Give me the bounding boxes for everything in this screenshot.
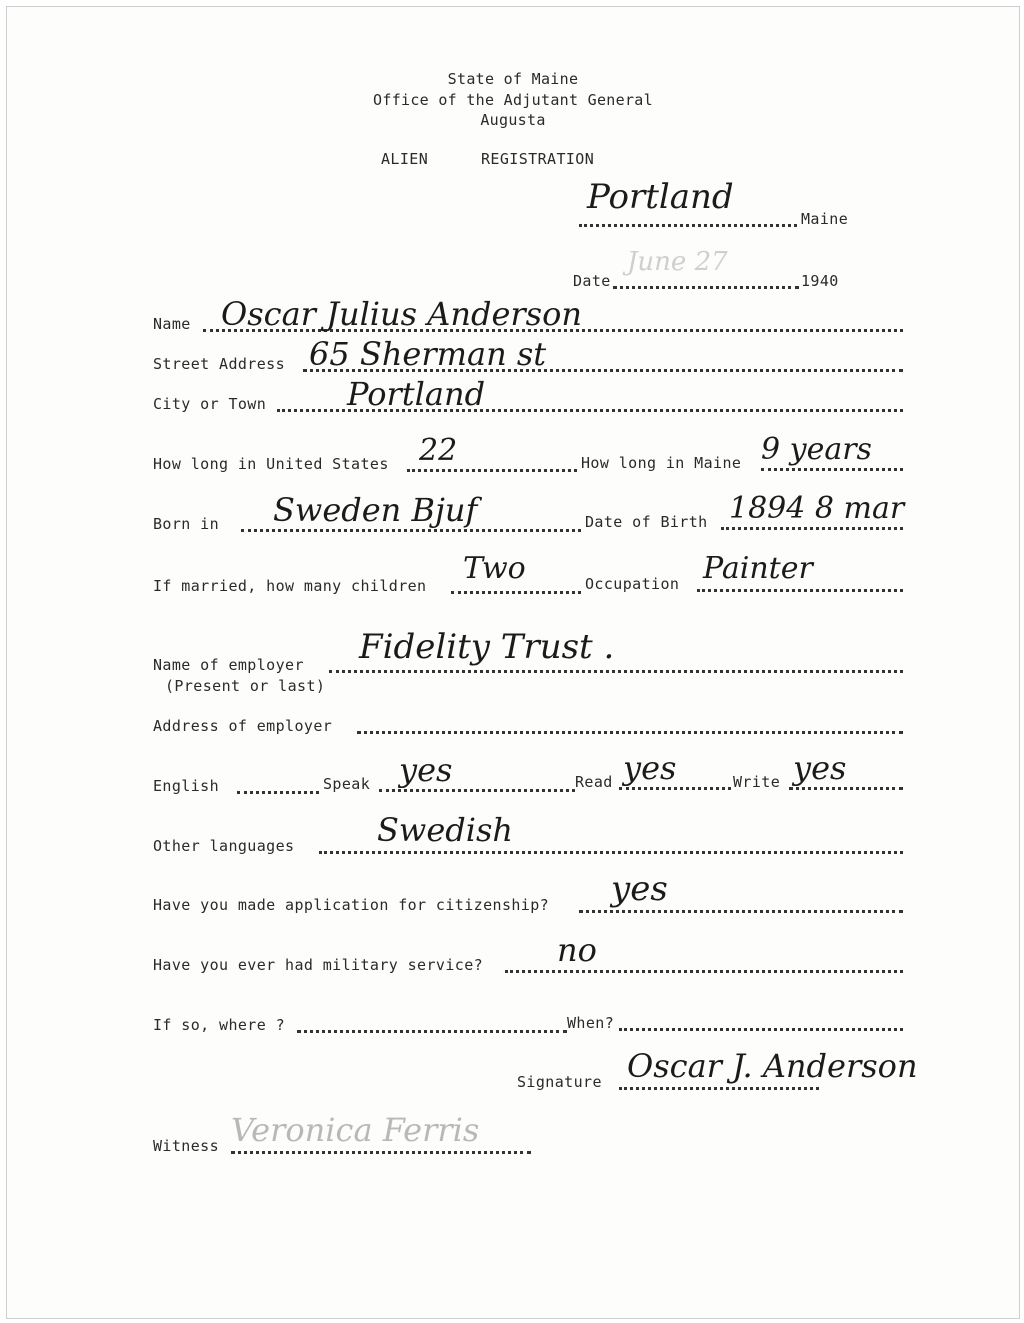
place-handwritten: Portland <box>587 177 734 217</box>
speak-value: yes <box>399 751 453 789</box>
witness-value: Veronica Ferris <box>231 1111 480 1149</box>
employer-value: Fidelity Trust . <box>359 627 615 667</box>
name-label: Name <box>153 315 191 333</box>
children-label: If married, how many children <box>153 577 427 595</box>
date-year: 1940 <box>801 272 839 290</box>
occupation-value: Painter <box>703 551 813 586</box>
us-duration-dotted-line <box>407 469 577 472</box>
city-label: City or Town <box>153 395 267 413</box>
military-dotted-line <box>505 970 903 973</box>
employer-dotted-line <box>329 670 903 673</box>
signature-dotted-line <box>619 1087 819 1090</box>
us-duration-label: How long in United States <box>153 455 389 473</box>
header-state: State of Maine <box>447 70 579 88</box>
employer-sublabel: (Present or last) <box>165 677 326 695</box>
date-label: Date <box>573 272 611 290</box>
write-label: Write <box>733 773 781 791</box>
born-dotted-line <box>241 529 581 532</box>
employer-address-dotted-line <box>357 731 903 734</box>
read-label: Read <box>575 773 613 791</box>
dob-value: 1894 8 mar <box>729 491 905 526</box>
header-city: Augusta <box>480 111 546 129</box>
other-languages-dotted-line <box>319 851 903 854</box>
english-dotted-line <box>237 791 319 794</box>
english-label: English <box>153 777 220 795</box>
city-value: Portland <box>347 375 486 413</box>
maine-duration-dotted-line <box>761 468 903 471</box>
occupation-label: Occupation <box>585 575 680 593</box>
occupation-dotted-line <box>697 589 903 592</box>
place-dotted-line <box>579 224 797 227</box>
signature-value: Oscar J. Anderson <box>627 1047 918 1085</box>
read-dotted-line <box>619 787 731 790</box>
registration-form <box>6 6 1020 1319</box>
when-dotted-line <box>619 1028 903 1031</box>
street-value: 65 Sherman st <box>309 335 547 373</box>
employer-address-label: Address of employer <box>153 717 333 735</box>
date-handwritten: June 27 <box>627 247 728 277</box>
dob-dotted-line <box>721 527 903 530</box>
name-value: Oscar Julius Anderson <box>221 295 582 333</box>
write-value: yes <box>793 749 847 787</box>
military-label: Have you ever had military service? <box>153 956 484 974</box>
dob-label: Date of Birth <box>585 513 708 531</box>
citizenship-dotted-line <box>579 910 903 913</box>
maine-duration-value: 9 years <box>761 432 872 467</box>
employer-label: Name of employer <box>153 656 304 674</box>
citizenship-value: yes <box>611 869 668 909</box>
street-label: Street Address <box>153 355 286 373</box>
where-label: If so, where ? <box>153 1016 286 1034</box>
form-title-registration: REGISTRATION <box>481 150 595 168</box>
military-value: no <box>557 931 597 969</box>
place-suffix: Maine <box>801 210 849 228</box>
when-label: When? <box>567 1014 615 1032</box>
born-value: Sweden Bjuf <box>273 491 478 529</box>
maine-duration-label: How long in Maine <box>581 454 742 472</box>
witness-label: Witness <box>153 1137 220 1155</box>
where-dotted-line <box>297 1030 567 1033</box>
read-value: yes <box>623 749 677 787</box>
other-languages-label: Other languages <box>153 837 295 855</box>
born-label: Born in <box>153 515 220 533</box>
us-duration-value: 22 <box>419 433 458 468</box>
citizenship-label: Have you made application for citizenship? <box>153 896 550 914</box>
form-title-alien: ALIEN <box>381 150 429 168</box>
other-languages-value: Swedish <box>377 811 513 849</box>
witness-dotted-line <box>231 1151 531 1154</box>
header-office: Office of the Adjutant General <box>373 91 653 109</box>
date-dotted-line <box>613 286 799 289</box>
write-dotted-line <box>789 787 903 790</box>
children-value: Two <box>463 551 526 586</box>
signature-label: Signature <box>517 1073 602 1091</box>
speak-label: Speak <box>323 775 371 793</box>
speak-dotted-line <box>379 789 575 792</box>
children-dotted-line <box>451 591 581 594</box>
